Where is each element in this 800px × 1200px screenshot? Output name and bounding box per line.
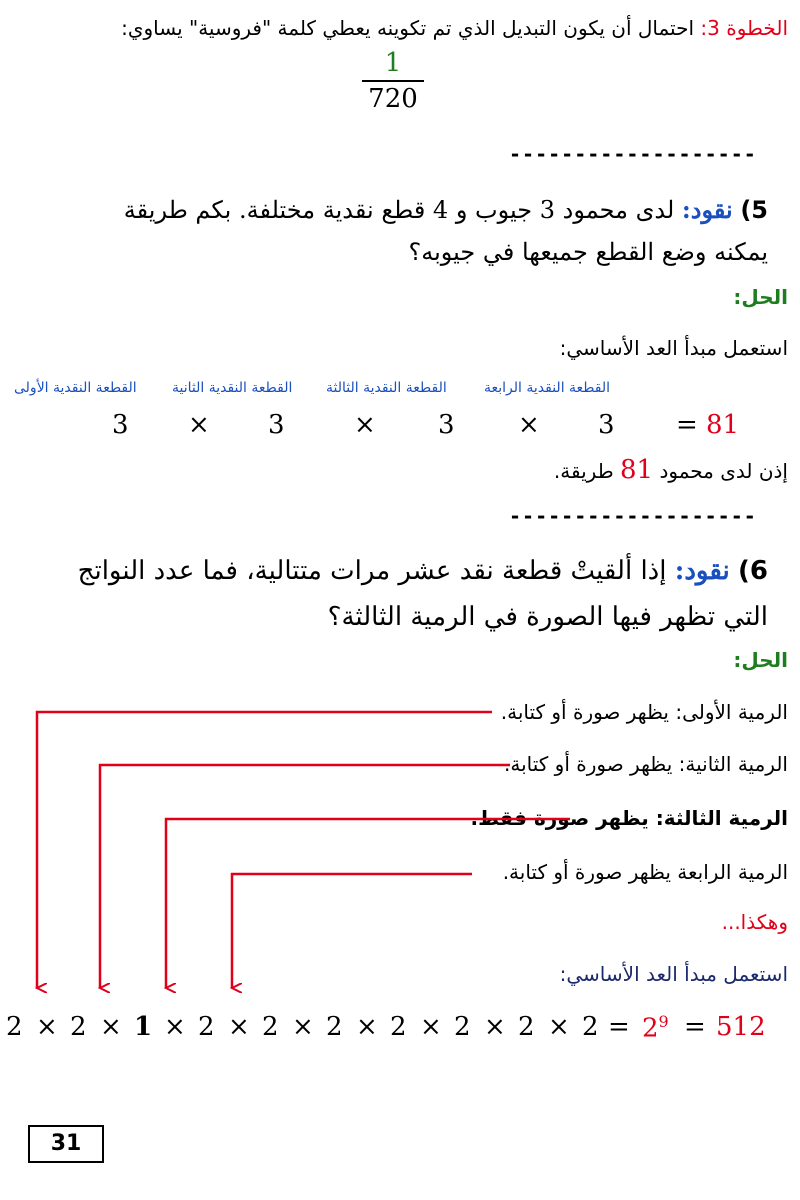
etc-line: وهكذا...: [721, 910, 788, 934]
q6-solution-label: الحل:: [733, 648, 788, 672]
q5-times: ×: [518, 410, 540, 440]
throw-1-line: الرمية الأولى: يظهر صورة أو كتابة.: [500, 700, 788, 724]
coin-label-4: القطعة النقدية الرابعة: [484, 380, 611, 396]
q5-number: 5): [740, 196, 768, 224]
fraction-denominator: 720: [368, 84, 418, 114]
eq6-factor: 2: [454, 1012, 471, 1042]
q5-principle: استعمل مبدأ العد الأساسي:: [559, 336, 788, 360]
page-number: 31: [28, 1125, 104, 1163]
separator-1: -------------------: [509, 142, 757, 166]
eq6-factor: 2: [262, 1012, 279, 1042]
q6-title: نقود:: [674, 556, 730, 586]
q5-factor: 3: [268, 410, 285, 440]
arrow-throw-2: [100, 765, 510, 988]
throw-4-line: الرمية الرابعة يظهر صورة أو كتابة.: [502, 860, 788, 884]
q5-times: ×: [188, 410, 210, 440]
eq6-equals: =: [684, 1012, 706, 1042]
eq6-times: ×: [228, 1012, 250, 1042]
q5-factor: 3: [598, 410, 615, 440]
eq6-power-base: 2: [642, 1013, 659, 1044]
eq6-factor: 2: [518, 1012, 535, 1042]
coin-label-1: القطعة النقدية الأولى: [14, 380, 137, 396]
eq6-times: ×: [164, 1012, 186, 1042]
fraction-numerator: 1: [384, 48, 402, 78]
eq6-factor: 2: [198, 1012, 215, 1042]
eq6-times: ×: [548, 1012, 570, 1042]
eq6-factor-one: 1: [134, 1012, 153, 1042]
eq6-times: ×: [292, 1012, 314, 1042]
eq6-factor: 2: [582, 1012, 599, 1042]
eq6-factor: 2: [6, 1012, 23, 1042]
arrow-throw-1: [37, 712, 492, 988]
q5-solution-label: الحل:: [733, 285, 788, 309]
q5-factor: 3: [438, 410, 455, 440]
eq6-factor: 2: [390, 1012, 407, 1042]
eq6-factor: 2: [326, 1012, 343, 1042]
step3-text: احتمال أن يكون التبديل الذي تم تكوينه يعطي كلمة "فروسية" يساوي:: [121, 16, 701, 40]
eq6-times: ×: [100, 1012, 122, 1042]
throw-2-line: الرمية الثانية: يظهر صورة أو كتابة.: [504, 752, 788, 776]
q5-factor: 3: [112, 410, 129, 440]
eq6-factor: 2: [70, 1012, 87, 1042]
q5-conclusion-after: طريقة.: [553, 459, 620, 483]
eq6-power-exp: 9: [658, 1012, 669, 1031]
q5-equals: =: [676, 410, 698, 440]
separator-2: -------------------: [509, 504, 757, 528]
q6-principle: استعمل مبدأ العد الأساسي:: [559, 962, 788, 986]
q5-times: ×: [354, 410, 376, 440]
step3-label: الخطوة 3:: [700, 16, 788, 40]
eq6-power: [642, 1012, 669, 1044]
arrow-throw-4: [232, 874, 472, 988]
eq6-times: ×: [356, 1012, 378, 1042]
q6-number: 6): [738, 556, 768, 586]
eq6-result: 512: [716, 1012, 766, 1042]
q5-text: لدى محمود 3 جيوب و 4 قطع نقدية مختلفة. بكم طريقة يمكنه وضع القطع جميعها في جيوبه؟: [123, 196, 768, 266]
eq6-times: ×: [420, 1012, 442, 1042]
coin-label-2: القطعة النقدية الثانية: [172, 380, 293, 396]
q5-conclusion-value: 81: [620, 455, 654, 485]
eq6-equals: =: [608, 1012, 630, 1042]
throw-3-line: الرمية الثالثة: يظهر صورة فقط.: [470, 806, 788, 830]
q5-title: نقود:: [681, 195, 733, 224]
eq6-times: ×: [36, 1012, 58, 1042]
arrow-throw-3: [166, 819, 570, 988]
q5-conclusion-before: إذن لدى محمود: [653, 459, 788, 483]
q5-result: 81: [706, 410, 740, 440]
eq6-times: ×: [484, 1012, 506, 1042]
coin-label-3: القطعة النقدية الثالثة: [326, 380, 447, 396]
q6-text: إذا ألقيتْ قطعة نقد عشر مرات متتالية، فما عدد النواتج التي تظهر فيها الصورة في الرمية الثالثة؟: [77, 556, 768, 632]
